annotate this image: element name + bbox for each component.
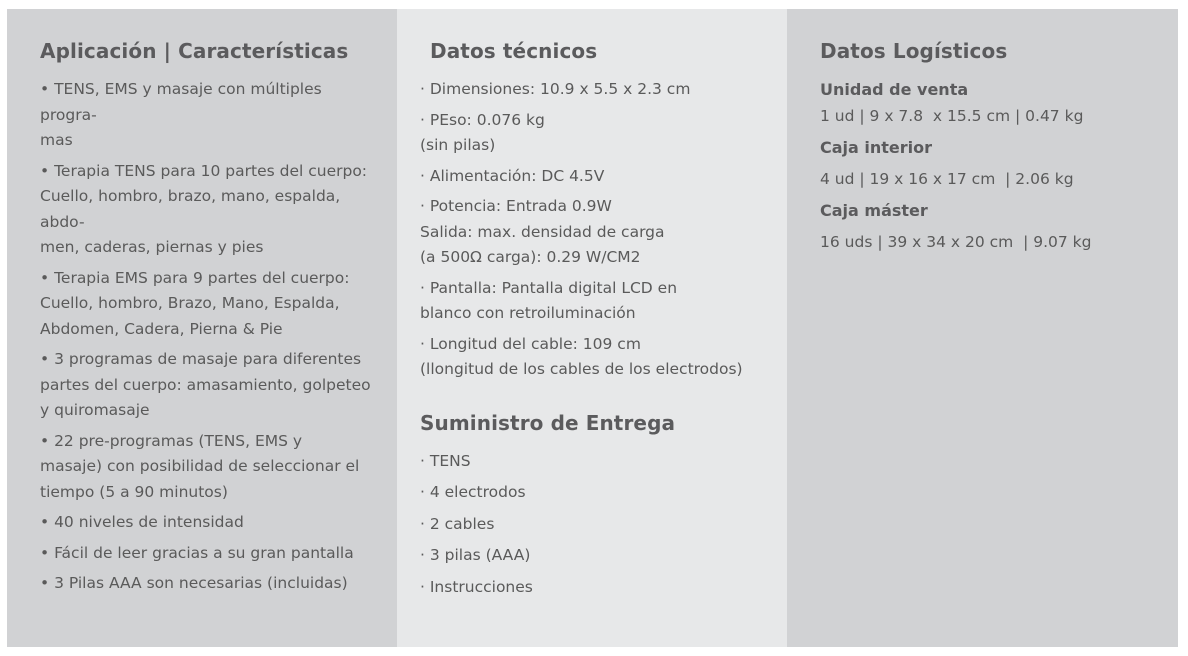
list-item: • TENS, EMS y masaje con múltiples progra- mas: [40, 80, 322, 149]
delivery-title: Suministro de Entrega: [420, 410, 676, 435]
application-list: [40, 77, 379, 597]
list-item: · Pantalla: Pantalla digital LCD en blanco con retroiluminación: [420, 278, 678, 322]
delivery-list: [420, 449, 769, 601]
list-item: • Fácil de leer gracias a su gran pantalla: [40, 543, 354, 562]
master-box-value: 16 uds | 39 x 34 x 20 cm | 9.07 kg: [820, 233, 1092, 251]
list-item: · Dimensiones: 10.9 x 5.5 x 2.3 cm: [420, 80, 691, 98]
logistics-column: [787, 9, 1178, 647]
list-item: · Longitud del cable: 109 cm (llongitud de los cables de los electrodos): [420, 334, 743, 378]
logistics-title: Datos Logísticos: [820, 39, 1008, 63]
master-box-label: Caja máster: [820, 201, 928, 220]
sales-unit-label: Unidad de venta: [820, 80, 969, 99]
list-item: · 4 electrodos: [420, 483, 526, 501]
list-item: • Terapia EMS para 9 partes del cuerpo: Cuello, hombro, Brazo, Mano, Espalda, Abdomen, Cadera, Pierna & Pie: [40, 268, 350, 338]
list-item: · Potencia: Entrada 0.9W Salida: max. densidad de carga (a 500Ω carga): 0.29 W/CM2: [420, 197, 665, 266]
list-item: • 40 niveles de intensidad: [40, 513, 244, 531]
spec-sheet: [7, 9, 1178, 647]
list-item: • 22 pre-programas (TENS, EMS y masaje) con posibilidad de seleccionar el tiempo (5 a 90 minutos): [40, 431, 360, 501]
inner-box-value: 4 ud | 19 x 16 x 17 cm | 2.06 kg: [820, 170, 1074, 188]
list-item: · 3 pilas (AAA): [420, 546, 531, 564]
sales-unit-value: 1 ud | 9 x 7.8 x 15.5 cm | 0.47 kg: [820, 107, 1084, 125]
list-item: · PEso: 0.076 kg (sin pilas): [420, 110, 545, 154]
list-item: · TENS: [420, 451, 471, 470]
list-item: · 2 cables: [420, 514, 495, 533]
technical-list: [420, 77, 769, 383]
technical-title: Datos técnicos: [430, 39, 598, 63]
list-item: · Alimentación: DC 4.5V: [420, 166, 605, 185]
list-item: • 3 Pilas AAA son necesarias (incluidas): [40, 574, 348, 592]
list-item: • 3 programas de masaje para diferentes partes del cuerpo: amasamiento, golpeteo y quiromasaje: [40, 350, 371, 419]
application-title: Aplicación | Características: [40, 39, 349, 63]
application-column: [7, 9, 397, 647]
inner-box-label: Caja interior: [820, 138, 933, 157]
list-item: · Instrucciones: [420, 577, 533, 596]
list-item: • Terapia TENS para 10 partes del cuerpo: Cuello, hombro, brazo, mano, espalda, abdo- men, caderas, piernas y pies: [40, 161, 368, 256]
technical-column: [397, 9, 787, 647]
